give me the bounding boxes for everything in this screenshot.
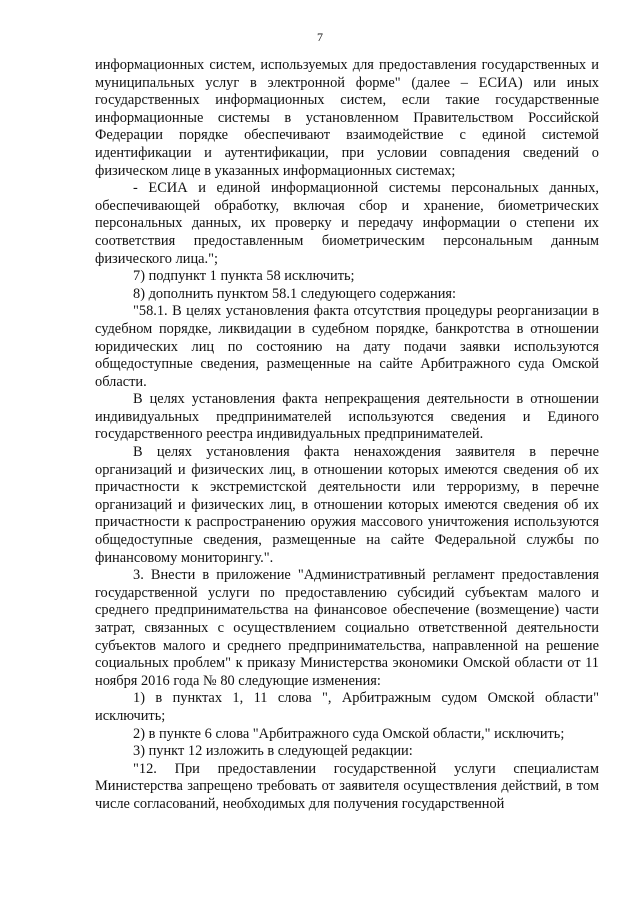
paragraph-extremism-list: В целях установления факта ненахождения заявителя в перечне организаций и физических лиц, в отношении которых имеются сведения об их причастности к экстремистской деятельности или терроризму, в перечне организаций и физических лиц, в отношении которых имеются сведения об их причастности к распространению оружия массового уничтожения используются общедоступные сведения, размещенные на сайте Федеральной службы по финансовому мониторингу.". bbox=[95, 444, 599, 566]
paragraph-change-2: 2) в пункте 6 слова "Арбитражного суда Омской области," исключить; bbox=[133, 725, 565, 742]
paragraph-clause-58-1: "58.1. В целях установления факта отсутствия процедуры реорганизации в судебном порядке, ликвидации в судебном порядке, банкротства в отношении юридических лиц по состоянию на дату подачи заявки используются общедоступные сведения, размещенные на сайте Арбитражного суда Омской области. bbox=[95, 303, 599, 390]
paragraph-change-1: 1) в пунктах 1, 11 слова ", Арбитражным судом Омской области" исключить; bbox=[95, 690, 599, 724]
paragraph-change-3: 3) пункт 12 изложить в следующей редакции: bbox=[133, 743, 413, 760]
paragraph-item-8: 8) дополнить пунктом 58.1 следующего содержания: bbox=[133, 285, 457, 302]
page-number: 7 bbox=[317, 30, 323, 44]
paragraph-esia-continuation: информационных систем, используемых для предоставления государственных и муниципальных услуг в электронной форме" (далее – ЕСИА) или иных государственных информационных систем, если такие государственные информационные системы в установленном Правительством Российской Федерации порядке обеспечивают взаимодействие с единой системой идентификации и аутентификации, при условии совпадения сведений о физическом лице в указанных информационных системах; bbox=[95, 57, 599, 179]
paragraph-clause-12: "12. При предоставлении государственной услуги специалистам Министерства запрещено требовать от заявителя осуществления действий, в том числе согласований, необходимых для получения государственной bbox=[95, 760, 599, 812]
paragraph-section-3: 3. Внести в приложение "Административный регламент предоставления государственной услуги по предоставлению субсидий субъектам малого и среднего предпринимательства на финансовое обеспечение (возмещение) части затрат, связанных с осуществлением социально ответственной деятельности субъектов малого и среднего предпринимательства, направленной на решение социальных проблем" к приказу Министерства экономики Омской области от 11 ноября 2016 года № 80 следующие изменения: bbox=[95, 567, 599, 689]
document-body bbox=[95, 57, 599, 814]
paragraph-item-7: 7) подпункт 1 пункта 58 исключить; bbox=[133, 268, 355, 285]
paragraph-entrepreneurs: В целях установления факта непрекращения деятельности в отношении индивидуальных предпринимателей используются сведения и Единого государственного реестра индивидуальных предпринимателей. bbox=[95, 391, 599, 443]
paragraph-esia-biometric: - ЕСИА и единой информационной системы персональных данных, обеспечивающей обработку, включая сбор и хранение, биометрических персональных данных, их проверку и передачу информации о степени их соответствия предоставленным биометрическим персональным данным физического лица."; bbox=[95, 180, 599, 267]
